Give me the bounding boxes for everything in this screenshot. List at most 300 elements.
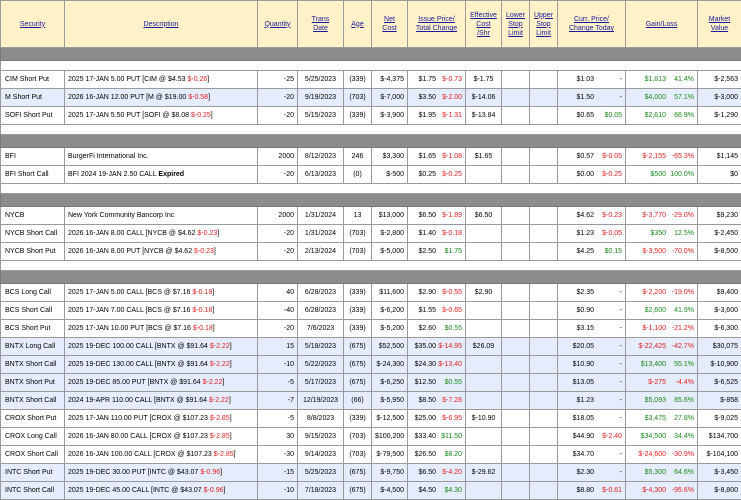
trans-date-cell: 5/25/2023: [298, 71, 344, 89]
col-security[interactable]: [1, 1, 65, 48]
security-cell[interactable]: BNTX Short Put: [1, 374, 65, 392]
lower-stop-cell[interactable]: [502, 243, 530, 261]
age-cell: (675): [344, 338, 372, 356]
gain-loss-amount: $-4,300: [630, 486, 666, 495]
table-row[interactable]: [1, 107, 741, 125]
security-cell[interactable]: BFI: [1, 148, 65, 166]
group-separator-cell: [1, 271, 741, 284]
description-cell: [65, 446, 258, 464]
issue-price: $3.50: [412, 93, 436, 102]
expired-badge: Expired: [158, 171, 184, 178]
security-cell[interactable]: SOFI Short Put: [1, 107, 65, 125]
total-change: $1.75: [436, 247, 462, 256]
lower-stop-cell[interactable]: [502, 356, 530, 374]
gain-loss-cell: [626, 166, 698, 184]
table-row[interactable]: [1, 89, 741, 107]
col-trans-date[interactable]: [298, 1, 344, 48]
col-issue-price-label-2: Total Change: [411, 24, 462, 33]
current-price: $34.70: [562, 450, 594, 459]
col-net-cost-label-1: Net: [375, 15, 404, 24]
col-age[interactable]: [344, 1, 372, 48]
lower-stop-cell[interactable]: [502, 374, 530, 392]
curr-price-cell: [558, 243, 626, 261]
col-upper-stop[interactable]: [530, 1, 558, 48]
security-cell[interactable]: BNTX Short Call: [1, 356, 65, 374]
issue-price-cell: [408, 207, 466, 225]
issue-price: $6.50: [412, 468, 436, 477]
issue-price: $2.60: [412, 324, 436, 333]
description-cell: [65, 356, 258, 374]
col-market-value-label-1: Market: [701, 15, 738, 24]
issue-price: $1.75: [412, 75, 436, 84]
lower-stop-cell[interactable]: [502, 464, 530, 482]
total-change: $0.55: [436, 324, 462, 333]
table-row[interactable]: [1, 356, 741, 374]
lower-stop-cell[interactable]: [502, 166, 530, 184]
quantity-cell: -30: [258, 446, 298, 464]
market-value-cell: $-6,300: [698, 320, 741, 338]
underlying-change: $-2.22: [210, 361, 230, 368]
security-cell[interactable]: BCS Short Call: [1, 302, 65, 320]
age-cell: (675): [344, 374, 372, 392]
quantity-cell: -25: [258, 71, 298, 89]
curr-price-cell: [558, 482, 626, 500]
quantity-cell: -5: [258, 374, 298, 392]
description-bracket: ]: [230, 343, 232, 350]
description-text: 2025 17-JAN 110.00 PUT [CROX @ $107.23: [68, 415, 210, 422]
total-change: $-2.00: [436, 93, 462, 102]
issue-price: $8.50: [412, 396, 436, 405]
effective-cost-cell: [466, 166, 502, 184]
col-quantity[interactable]: [258, 1, 298, 48]
effective-cost-cell: [466, 446, 502, 464]
upper-stop-cell[interactable]: [530, 374, 558, 392]
gain-loss-cell: [626, 148, 698, 166]
description-cell: [65, 464, 258, 482]
description-cell: [65, 374, 258, 392]
curr-price-cell: [558, 338, 626, 356]
gain-loss-cell: [626, 284, 698, 302]
table-row[interactable]: [1, 464, 741, 482]
quantity-cell: -10: [258, 482, 298, 500]
total-change: $-1.89: [436, 211, 462, 220]
current-price: $1.03: [562, 75, 594, 84]
gain-loss-percent: -70.0%: [666, 247, 694, 256]
description-cell: [65, 284, 258, 302]
security-cell[interactable]: CIM Short Put: [1, 71, 65, 89]
market-value-cell: $-3,450: [698, 464, 741, 482]
upper-stop-cell[interactable]: [530, 166, 558, 184]
age-cell: (339): [344, 107, 372, 125]
net-cost-cell: $-24,300: [372, 356, 408, 374]
description-cell: [65, 410, 258, 428]
table-row[interactable]: [1, 166, 741, 184]
upper-stop-cell[interactable]: [530, 243, 558, 261]
gain-loss-cell: [626, 464, 698, 482]
upper-stop-cell[interactable]: [530, 392, 558, 410]
gain-loss-percent: -29.0%: [666, 211, 694, 220]
security-cell[interactable]: BCS Short Put: [1, 320, 65, 338]
table-row[interactable]: [1, 284, 741, 302]
issue-price-cell: [408, 225, 466, 243]
upper-stop-cell[interactable]: [530, 89, 558, 107]
col-net-cost-label-2: Cost: [375, 24, 404, 33]
lower-stop-cell[interactable]: [502, 89, 530, 107]
gain-loss-cell: [626, 482, 698, 500]
description-text: 2025 17-JAN 5.00 PUT [CIM @ $4.53: [68, 76, 187, 83]
portfolio-body: [1, 48, 741, 500]
lower-stop-cell[interactable]: [502, 302, 530, 320]
description-text: BFI 2024 19-JAN 2.50 CALL: [68, 171, 158, 178]
group-separator: [1, 271, 741, 284]
gain-loss-percent: -21.2%: [666, 324, 694, 333]
description-cell: [65, 428, 258, 446]
spacer-cell: [1, 184, 741, 194]
table-row[interactable]: [1, 446, 741, 464]
effective-cost-cell: $-10.90: [466, 410, 502, 428]
lower-stop-cell[interactable]: [502, 107, 530, 125]
security-cell[interactable]: BNTX Long Call: [1, 338, 65, 356]
col-market-value[interactable]: [698, 1, 741, 48]
gain-loss-amount: $-2,155: [630, 152, 666, 161]
col-description-label: Description: [143, 21, 178, 28]
net-cost-cell: $-12,500: [372, 410, 408, 428]
upper-stop-cell[interactable]: [530, 446, 558, 464]
issue-price-cell: [408, 356, 466, 374]
upper-stop-cell[interactable]: [530, 225, 558, 243]
change-today: -: [594, 468, 622, 477]
current-price: $2.35: [562, 288, 594, 297]
change-today: $-0.05: [594, 229, 622, 238]
curr-price-cell: [558, 302, 626, 320]
issue-price-cell: [408, 338, 466, 356]
market-value-cell: $-2,563: [698, 71, 741, 89]
age-cell: (66): [344, 392, 372, 410]
total-change: $-0.25: [436, 170, 462, 179]
header-row: [1, 1, 741, 48]
security-cell[interactable]: NYCB: [1, 207, 65, 225]
curr-price-cell: [558, 148, 626, 166]
curr-price-cell: [558, 392, 626, 410]
gain-loss-cell: [626, 410, 698, 428]
quantity-cell: -20: [258, 107, 298, 125]
issue-price-cell: [408, 446, 466, 464]
lower-stop-cell[interactable]: [502, 410, 530, 428]
col-effective-cost-label-1: Effective: [469, 11, 498, 20]
gain-loss-percent: 85.6%: [666, 396, 694, 405]
col-curr-price-label-2: Change Today: [561, 24, 622, 33]
col-market-value-label-2: Value: [701, 24, 738, 33]
security-cell[interactable]: BCS Long Call: [1, 284, 65, 302]
net-cost-cell: $-79,500: [372, 446, 408, 464]
age-cell: (339): [344, 284, 372, 302]
security-cell[interactable]: INTC Short Call: [1, 482, 65, 500]
net-cost-cell: $-5,200: [372, 320, 408, 338]
description-text: 2026 16-JAN 100.00 CALL [CROX @ $107.23: [68, 451, 214, 458]
trans-date-cell: 1/31/2024: [298, 225, 344, 243]
issue-price: $1.95: [412, 111, 436, 120]
spacer-cell: [1, 61, 741, 71]
quantity-cell: -10: [258, 356, 298, 374]
issue-price: $26.50: [412, 450, 436, 459]
table-row[interactable]: [1, 302, 741, 320]
current-price: $4.25: [562, 247, 594, 256]
upper-stop-cell[interactable]: [530, 284, 558, 302]
quantity-cell: -20: [258, 225, 298, 243]
security-cell[interactable]: NYCB Short Call: [1, 225, 65, 243]
gain-loss-amount: $2,610: [630, 111, 666, 120]
net-cost-cell: $-500: [372, 166, 408, 184]
gain-loss-cell: [626, 356, 698, 374]
change-today: -: [594, 75, 622, 84]
upper-stop-cell[interactable]: [530, 148, 558, 166]
lower-stop-cell[interactable]: [502, 482, 530, 500]
description-text: 2025 17-JAN 5.00 CALL [BCS @ $7.16: [68, 289, 192, 296]
change-today: -: [594, 414, 622, 423]
current-price: $20.05: [562, 342, 594, 351]
change-today: $-0.05: [594, 152, 622, 161]
col-gain-loss[interactable]: [626, 1, 698, 48]
gain-loss-amount: $-24,600: [630, 450, 666, 459]
age-cell: (339): [344, 71, 372, 89]
current-price: $18.05: [562, 414, 594, 423]
upper-stop-cell[interactable]: [530, 107, 558, 125]
gain-loss-cell: [626, 338, 698, 356]
total-change: $0.55: [436, 378, 462, 387]
net-cost-cell: $-7,000: [372, 89, 408, 107]
current-price: $1.23: [562, 229, 594, 238]
trans-date-cell: 5/22/2023: [298, 356, 344, 374]
table-row[interactable]: [1, 338, 741, 356]
current-price: $1.23: [562, 396, 594, 405]
age-cell: (703): [344, 428, 372, 446]
issue-price-cell: [408, 166, 466, 184]
col-effective-cost-label-2: Cost: [469, 20, 498, 29]
col-lower-stop-label-1: Lower: [505, 11, 526, 20]
total-change: $8.20: [436, 450, 462, 459]
net-cost-cell: $-4,375: [372, 71, 408, 89]
market-value-cell: $30,075: [698, 338, 741, 356]
underlying-change: $-0.23: [197, 230, 217, 237]
upper-stop-cell[interactable]: [530, 356, 558, 374]
upper-stop-cell[interactable]: [530, 428, 558, 446]
description-cell: [65, 207, 258, 225]
gain-loss-amount: $2,600: [630, 306, 666, 315]
table-row[interactable]: [1, 243, 741, 261]
effective-cost-cell: [466, 320, 502, 338]
upper-stop-cell[interactable]: [530, 302, 558, 320]
issue-price-cell: [408, 302, 466, 320]
gain-loss-percent: -42.7%: [666, 342, 694, 351]
gain-loss-percent: 64.6%: [666, 468, 694, 477]
change-today: -: [594, 93, 622, 102]
table-row[interactable]: [1, 225, 741, 243]
table-row[interactable]: [1, 482, 741, 500]
gain-loss-amount: $-2,200: [630, 288, 666, 297]
total-change: $-4.20: [436, 468, 462, 477]
spacer-row: [1, 125, 741, 135]
upper-stop-cell[interactable]: [530, 338, 558, 356]
current-price: $3.15: [562, 324, 594, 333]
table-row[interactable]: [1, 428, 741, 446]
upper-stop-cell[interactable]: [530, 410, 558, 428]
col-lower-stop-label-3: Limit: [505, 29, 526, 38]
security-cell[interactable]: M Short Put: [1, 89, 65, 107]
issue-price-cell: [408, 464, 466, 482]
col-description[interactable]: [65, 1, 258, 48]
table-row[interactable]: [1, 320, 741, 338]
upper-stop-cell[interactable]: [530, 464, 558, 482]
description-bracket: ]: [211, 112, 213, 119]
gain-loss-cell: [626, 302, 698, 320]
table-row[interactable]: [1, 410, 741, 428]
table-row[interactable]: [1, 207, 741, 225]
gain-loss-amount: $4,000: [630, 93, 666, 102]
issue-price: $35.00: [412, 342, 436, 351]
description-bracket: ]: [222, 379, 224, 386]
curr-price-cell: [558, 207, 626, 225]
col-upper-stop-label-2: Stop: [533, 20, 554, 29]
description-text: 2026 16-JAN 12.00 PUT [M @ $19.00: [68, 94, 188, 101]
col-issue-price[interactable]: [408, 1, 466, 48]
col-upper-stop-label-1: Upper: [533, 11, 554, 20]
issue-price-cell: [408, 392, 466, 410]
trans-date-cell: 1/31/2024: [298, 207, 344, 225]
security-cell[interactable]: INTC Short Put: [1, 464, 65, 482]
description-text: 2025 19-DEC 85.00 PUT [BNTX @ $91.64: [68, 379, 203, 386]
col-net-cost[interactable]: [372, 1, 408, 48]
quantity-cell: 2000: [258, 207, 298, 225]
col-effective-cost[interactable]: [466, 1, 502, 48]
issue-price-cell: [408, 243, 466, 261]
curr-price-cell: [558, 428, 626, 446]
gain-loss-cell: [626, 392, 698, 410]
effective-cost-cell: $-14.06: [466, 89, 502, 107]
spacer-row: [1, 261, 741, 271]
market-value-cell: $-8,800: [698, 482, 741, 500]
effective-cost-cell: [466, 302, 502, 320]
col-lower-stop-label-2: Stop: [505, 20, 526, 29]
gain-loss-cell: [626, 320, 698, 338]
table-row[interactable]: [1, 148, 741, 166]
gain-loss-amount: $5,300: [630, 468, 666, 477]
market-value-cell: $9,400: [698, 284, 741, 302]
spacer-cell: [1, 261, 741, 271]
net-cost-cell: $-5,000: [372, 243, 408, 261]
gain-loss-percent: -65.3%: [666, 152, 694, 161]
trans-date-cell: 8/12/2023: [298, 148, 344, 166]
age-cell: (703): [344, 446, 372, 464]
lower-stop-cell[interactable]: [502, 446, 530, 464]
issue-price-cell: [408, 284, 466, 302]
gain-loss-percent: -4.4%: [666, 378, 694, 387]
current-price: $0.00: [562, 170, 594, 179]
security-cell[interactable]: CROX Short Put: [1, 410, 65, 428]
col-security-label: Security: [20, 21, 45, 28]
description-text: 2025 19-DEC 100.00 CALL [BNTX @ $91.64: [68, 343, 210, 350]
market-value-cell: $-9,025: [698, 410, 741, 428]
lower-stop-cell[interactable]: [502, 320, 530, 338]
gain-loss-percent: 27.8%: [666, 414, 694, 423]
lower-stop-cell[interactable]: [502, 207, 530, 225]
table-row[interactable]: [1, 71, 741, 89]
effective-cost-cell: [466, 225, 502, 243]
underlying-change: $-2.22: [210, 343, 230, 350]
lower-stop-cell[interactable]: [502, 225, 530, 243]
issue-price: $1.55: [412, 306, 436, 315]
upper-stop-cell[interactable]: [530, 482, 558, 500]
total-change: $-0.65: [436, 306, 462, 315]
market-value-cell: $-2,450: [698, 225, 741, 243]
security-cell[interactable]: BFI Short Call: [1, 166, 65, 184]
trans-date-cell: 9/19/2023: [298, 89, 344, 107]
curr-price-cell: [558, 356, 626, 374]
net-cost-cell: $3,300: [372, 148, 408, 166]
upper-stop-cell[interactable]: [530, 207, 558, 225]
curr-price-cell: [558, 446, 626, 464]
group-separator: [1, 48, 741, 61]
underlying-change: $-0.18: [193, 325, 213, 332]
description-bracket: ]: [217, 230, 219, 237]
gain-loss-percent: 100.0%: [666, 170, 694, 179]
lower-stop-cell[interactable]: [502, 338, 530, 356]
quantity-cell: -40: [258, 302, 298, 320]
col-gain-loss-label: Gain/Loss: [646, 21, 678, 28]
market-value-cell: $-3,000: [698, 89, 741, 107]
lower-stop-cell[interactable]: [502, 71, 530, 89]
net-cost-cell: $-9,750: [372, 464, 408, 482]
issue-price: $2.90: [412, 288, 436, 297]
col-lower-stop[interactable]: [502, 1, 530, 48]
quantity-cell: -20: [258, 166, 298, 184]
issue-price: $2.50: [412, 247, 436, 256]
description-bracket: ]: [229, 397, 231, 404]
description-text: 2025 19-DEC 45.00 CALL [INTC @ $43.07: [68, 487, 204, 494]
security-cell[interactable]: BNTX Short Call: [1, 392, 65, 410]
issue-price: $25.00: [412, 414, 436, 423]
group-separator-cell: [1, 194, 741, 207]
gain-loss-percent: 12.5%: [666, 229, 694, 238]
description-bracket: ]: [212, 307, 214, 314]
underlying-change: $-2.85: [214, 451, 234, 458]
description-bracket: ]: [207, 76, 209, 83]
change-today: -: [594, 342, 622, 351]
change-today: $-0.25: [594, 170, 622, 179]
lower-stop-cell[interactable]: [502, 392, 530, 410]
market-value-cell: $-8,500: [698, 243, 741, 261]
table-row[interactable]: [1, 374, 741, 392]
table-row[interactable]: [1, 392, 741, 410]
curr-price-cell: [558, 166, 626, 184]
issue-price-cell: [408, 148, 466, 166]
age-cell: (703): [344, 243, 372, 261]
col-curr-price[interactable]: [558, 1, 626, 48]
trans-date-cell: 5/17/2023: [298, 374, 344, 392]
effective-cost-cell: [466, 482, 502, 500]
lower-stop-cell[interactable]: [502, 284, 530, 302]
security-cell[interactable]: NYCB Short Put: [1, 243, 65, 261]
lower-stop-cell[interactable]: [502, 148, 530, 166]
age-cell: (339): [344, 320, 372, 338]
description-text: 2025 17-JAN 5.50 PUT [SOFI @ $8.08: [68, 112, 191, 119]
security-cell[interactable]: CROX Long Call: [1, 428, 65, 446]
upper-stop-cell[interactable]: [530, 71, 558, 89]
total-change: $-13.40: [436, 360, 462, 369]
security-cell[interactable]: CROX Short Call: [1, 446, 65, 464]
description-bracket: ]: [224, 487, 226, 494]
upper-stop-cell[interactable]: [530, 320, 558, 338]
lower-stop-cell[interactable]: [502, 428, 530, 446]
